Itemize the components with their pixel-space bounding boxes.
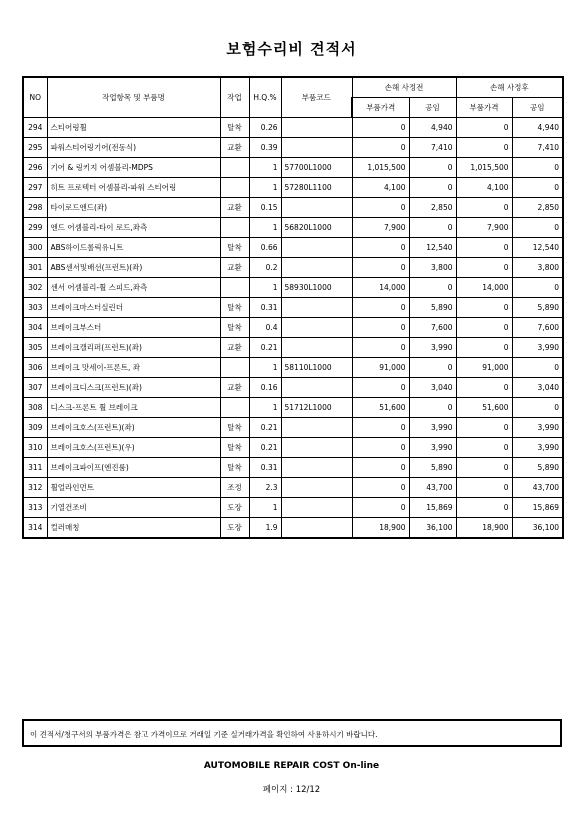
row-work: 탈착	[220, 238, 249, 258]
row-labor-after: 15,869	[512, 498, 563, 518]
row-part-price-after: 0	[456, 238, 512, 258]
table-row	[23, 458, 563, 478]
row-labor-before: 7,600	[409, 318, 456, 338]
row-no: 295	[23, 138, 47, 158]
row-work: 교환	[220, 378, 249, 398]
row-part-code	[281, 418, 352, 438]
row-item-name: 브레이크호스(프런트)(좌)	[47, 418, 220, 438]
row-labor-before: 0	[409, 398, 456, 418]
row-part-price-after: 0	[456, 418, 512, 438]
row-hq: 1	[249, 278, 281, 298]
row-labor-after: 3,800	[512, 258, 563, 278]
row-no: 297	[23, 178, 47, 198]
row-part-price-before: 0	[352, 138, 409, 158]
row-part-code	[281, 458, 352, 478]
row-labor-after: 0	[512, 178, 563, 198]
row-work: 탈착	[220, 438, 249, 458]
row-work: 교환	[220, 258, 249, 278]
row-no: 294	[23, 118, 47, 138]
table-row	[23, 378, 563, 398]
table-row	[23, 438, 563, 458]
table-body	[23, 118, 563, 539]
row-part-price-before: 51,600	[352, 398, 409, 418]
row-part-price-after: 0	[456, 138, 512, 158]
row-no: 312	[23, 478, 47, 498]
row-labor-before: 3,990	[409, 418, 456, 438]
row-labor-after: 2,850	[512, 198, 563, 218]
row-labor-after: 36,100	[512, 518, 563, 539]
row-item-name: 센서 어셈블리-휠 스피드,좌측	[47, 278, 220, 298]
row-part-price-after: 0	[456, 458, 512, 478]
row-hq: 1	[249, 358, 281, 378]
header-part-price-before: 부품가격	[352, 98, 409, 118]
row-part-price-after: 1,015,500	[456, 158, 512, 178]
row-part-price-before: 1,015,500	[352, 158, 409, 178]
row-item-name: 브레이크마스터실린더	[47, 298, 220, 318]
row-labor-after: 3,040	[512, 378, 563, 398]
row-item-name: 브레이크호스(프런트)(우)	[47, 438, 220, 458]
estimate-table	[22, 76, 564, 539]
row-part-code: 57280L1100	[281, 178, 352, 198]
row-work: 탈착	[220, 298, 249, 318]
header-labor-after: 공임	[512, 98, 563, 118]
table-row	[23, 178, 563, 198]
row-labor-after: 7,410	[512, 138, 563, 158]
row-no: 306	[23, 358, 47, 378]
row-item-name: 디스크-프론트 휠 브레이크	[47, 398, 220, 418]
row-hq: 0.4	[249, 318, 281, 338]
row-hq: 1	[249, 498, 281, 518]
header-code: 부품코드	[281, 77, 352, 118]
row-hq: 0.15	[249, 198, 281, 218]
row-no: 313	[23, 498, 47, 518]
row-part-code: 56820L1000	[281, 218, 352, 238]
row-part-code	[281, 498, 352, 518]
table-row	[23, 238, 563, 258]
row-part-price-after: 0	[456, 378, 512, 398]
row-item-name: 브레이크캘리퍼(프런트)(좌)	[47, 338, 220, 358]
row-part-price-before: 0	[352, 498, 409, 518]
row-part-code	[281, 138, 352, 158]
row-part-price-before: 18,900	[352, 518, 409, 539]
row-labor-before: 36,100	[409, 518, 456, 539]
row-no: 296	[23, 158, 47, 178]
row-part-price-before: 0	[352, 378, 409, 398]
row-hq: 1	[249, 398, 281, 418]
row-labor-before: 3,990	[409, 338, 456, 358]
row-part-price-before: 0	[352, 458, 409, 478]
row-labor-before: 4,940	[409, 118, 456, 138]
row-work	[220, 278, 249, 298]
row-part-code	[281, 318, 352, 338]
row-part-price-after: 7,900	[456, 218, 512, 238]
row-item-name: 컬러매칭	[47, 518, 220, 539]
row-no: 310	[23, 438, 47, 458]
row-part-price-after: 4,100	[456, 178, 512, 198]
row-labor-after: 0	[512, 398, 563, 418]
table-row	[23, 358, 563, 378]
row-work: 교환	[220, 138, 249, 158]
row-labor-before: 3,800	[409, 258, 456, 278]
row-labor-before: 12,540	[409, 238, 456, 258]
header-before: 손해 사정전	[352, 77, 456, 98]
row-labor-after: 5,890	[512, 458, 563, 478]
row-no: 300	[23, 238, 47, 258]
row-hq: 0.2	[249, 258, 281, 278]
row-no: 309	[23, 418, 47, 438]
row-part-price-before: 91,000	[352, 358, 409, 378]
row-part-price-after: 91,000	[456, 358, 512, 378]
row-hq: 0.21	[249, 418, 281, 438]
row-work: 도장	[220, 498, 249, 518]
row-no: 307	[23, 378, 47, 398]
row-labor-before: 43,700	[409, 478, 456, 498]
row-part-code	[281, 298, 352, 318]
table-row	[23, 298, 563, 318]
row-part-price-before: 7,900	[352, 218, 409, 238]
row-work: 탈착	[220, 118, 249, 138]
row-item-name: ABS하이드롤릭유니트	[47, 238, 220, 258]
row-part-code	[281, 518, 352, 539]
row-item-name: 타이로드엔드(좌)	[47, 198, 220, 218]
row-part-code	[281, 258, 352, 278]
row-part-code	[281, 238, 352, 258]
row-item-name: 브레이크디스크(프런트)(좌)	[47, 378, 220, 398]
row-part-price-after: 14,000	[456, 278, 512, 298]
row-labor-before: 5,890	[409, 458, 456, 478]
notice-box: 이 견적서/청구서의 부품가격은 참고 가격이므로 거래일 기준 실거래가격을 확인하여 사용하시기 바랍니다.	[22, 719, 562, 747]
row-no: 308	[23, 398, 47, 418]
row-item-name: 브레이크부스터	[47, 318, 220, 338]
row-part-code: 57700L1000	[281, 158, 352, 178]
row-labor-before: 0	[409, 178, 456, 198]
row-part-price-before: 0	[352, 318, 409, 338]
row-part-price-before: 0	[352, 298, 409, 318]
row-part-price-after: 0	[456, 118, 512, 138]
row-item-name: 파워스티어링기어(전동식)	[47, 138, 220, 158]
table-row	[23, 338, 563, 358]
row-labor-before: 0	[409, 358, 456, 378]
row-part-price-after: 0	[456, 338, 512, 358]
row-hq: 0.21	[249, 438, 281, 458]
row-labor-after: 5,890	[512, 298, 563, 318]
header-labor-before: 공임	[409, 98, 456, 118]
row-labor-before: 2,850	[409, 198, 456, 218]
row-hq: 1	[249, 218, 281, 238]
row-work: 탈착	[220, 458, 249, 478]
row-part-code	[281, 438, 352, 458]
row-hq: 1.9	[249, 518, 281, 539]
row-hq: 1	[249, 158, 281, 178]
row-labor-before: 15,869	[409, 498, 456, 518]
row-item-name: 기어 & 링키지 어셈블리-MDPS	[47, 158, 220, 178]
row-item-name: ABS센서및배선(프런트)(좌)	[47, 258, 220, 278]
row-no: 303	[23, 298, 47, 318]
row-part-price-before: 14,000	[352, 278, 409, 298]
row-hq: 0.21	[249, 338, 281, 358]
row-part-price-before: 4,100	[352, 178, 409, 198]
row-labor-after: 0	[512, 278, 563, 298]
row-item-name: 엔드 어셈블리-타이 로드,좌측	[47, 218, 220, 238]
page-number: 페이지 : 12/12	[262, 785, 321, 795]
row-hq: 2.3	[249, 478, 281, 498]
row-no: 314	[23, 518, 47, 539]
row-labor-after: 0	[512, 218, 563, 238]
row-part-price-before: 0	[352, 258, 409, 278]
row-part-price-before: 0	[352, 418, 409, 438]
row-part-code	[281, 198, 352, 218]
row-item-name: 히트 프로텍터 어셈블리-파워 스티어링	[47, 178, 220, 198]
row-no: 305	[23, 338, 47, 358]
table-row	[23, 158, 563, 178]
row-part-price-after: 51,600	[456, 398, 512, 418]
row-work	[220, 358, 249, 378]
row-part-price-after: 18,900	[456, 518, 512, 539]
row-labor-before: 5,890	[409, 298, 456, 318]
table-row	[23, 518, 563, 539]
row-work	[220, 178, 249, 198]
row-part-price-after: 0	[456, 478, 512, 498]
row-no: 301	[23, 258, 47, 278]
row-work: 교환	[220, 338, 249, 358]
row-hq: 0.39	[249, 138, 281, 158]
header-item: 작업항목 및 부품명	[47, 77, 220, 118]
row-labor-before: 0	[409, 218, 456, 238]
row-no: 298	[23, 198, 47, 218]
row-no: 299	[23, 218, 47, 238]
table-row	[23, 398, 563, 418]
row-hq: 0.31	[249, 298, 281, 318]
row-work: 탈착	[220, 318, 249, 338]
row-part-price-after: 0	[456, 258, 512, 278]
row-labor-after: 0	[512, 158, 563, 178]
row-hq: 0.31	[249, 458, 281, 478]
row-hq: 0.66	[249, 238, 281, 258]
row-part-price-after: 0	[456, 498, 512, 518]
row-labor-after: 4,940	[512, 118, 563, 138]
row-labor-before: 0	[409, 158, 456, 178]
table-row	[23, 498, 563, 518]
row-part-price-after: 0	[456, 198, 512, 218]
table-row	[23, 198, 563, 218]
row-work: 교환	[220, 198, 249, 218]
row-labor-after: 12,540	[512, 238, 563, 258]
row-item-name: 브레이크 맛세이-프론트, 좌	[47, 358, 220, 378]
row-part-code: 58110L1000	[281, 358, 352, 378]
header-after: 손해 사정후	[456, 77, 563, 98]
row-no: 304	[23, 318, 47, 338]
header-hq: H.Q.%	[249, 77, 281, 118]
table-row	[23, 478, 563, 498]
row-part-code	[281, 478, 352, 498]
row-item-name: 스티어링휠	[47, 118, 220, 138]
header-no: NO	[23, 77, 47, 118]
row-labor-before: 3,040	[409, 378, 456, 398]
row-work	[220, 158, 249, 178]
row-part-code	[281, 118, 352, 138]
row-part-price-before: 0	[352, 198, 409, 218]
row-labor-after: 3,990	[512, 438, 563, 458]
header-work: 작업	[220, 77, 249, 118]
row-no: 311	[23, 458, 47, 478]
row-hq: 1	[249, 178, 281, 198]
row-labor-after: 0	[512, 358, 563, 378]
row-labor-after: 7,600	[512, 318, 563, 338]
table-row	[23, 138, 563, 158]
row-labor-after: 43,700	[512, 478, 563, 498]
row-part-price-after: 0	[456, 298, 512, 318]
row-part-price-before: 0	[352, 118, 409, 138]
row-part-price-after: 0	[456, 438, 512, 458]
row-part-code	[281, 378, 352, 398]
footer-brand: AUTOMOBILE REPAIR COST On-line	[203, 761, 380, 771]
row-no: 302	[23, 278, 47, 298]
row-labor-after: 3,990	[512, 418, 563, 438]
row-work: 조정	[220, 478, 249, 498]
table-row	[23, 258, 563, 278]
row-part-price-before: 0	[352, 478, 409, 498]
table-row	[23, 218, 563, 238]
row-hq: 0.26	[249, 118, 281, 138]
row-item-name: 브레이크파이프(엔진룸)	[47, 458, 220, 478]
row-item-name: 기열건조비	[47, 498, 220, 518]
row-part-code: 51712L1000	[281, 398, 352, 418]
row-part-price-before: 0	[352, 338, 409, 358]
row-item-name: 휠얼라인먼트	[47, 478, 220, 498]
row-part-code: 58930L1000	[281, 278, 352, 298]
table-row	[23, 318, 563, 338]
table-row	[23, 118, 563, 138]
row-work	[220, 398, 249, 418]
row-part-price-before: 0	[352, 438, 409, 458]
row-part-price-before: 0	[352, 238, 409, 258]
row-hq: 0.16	[249, 378, 281, 398]
document-title: 보험수리비 견적서	[226, 40, 357, 58]
row-labor-after: 3,990	[512, 338, 563, 358]
row-part-code	[281, 338, 352, 358]
row-labor-before: 3,990	[409, 438, 456, 458]
row-work: 탈착	[220, 418, 249, 438]
row-work	[220, 218, 249, 238]
row-work: 도장	[220, 518, 249, 539]
header-part-price-after: 부품가격	[456, 98, 512, 118]
row-labor-before: 0	[409, 278, 456, 298]
row-labor-before: 7,410	[409, 138, 456, 158]
table-row	[23, 418, 563, 438]
row-part-price-after: 0	[456, 318, 512, 338]
table-row	[23, 278, 563, 298]
